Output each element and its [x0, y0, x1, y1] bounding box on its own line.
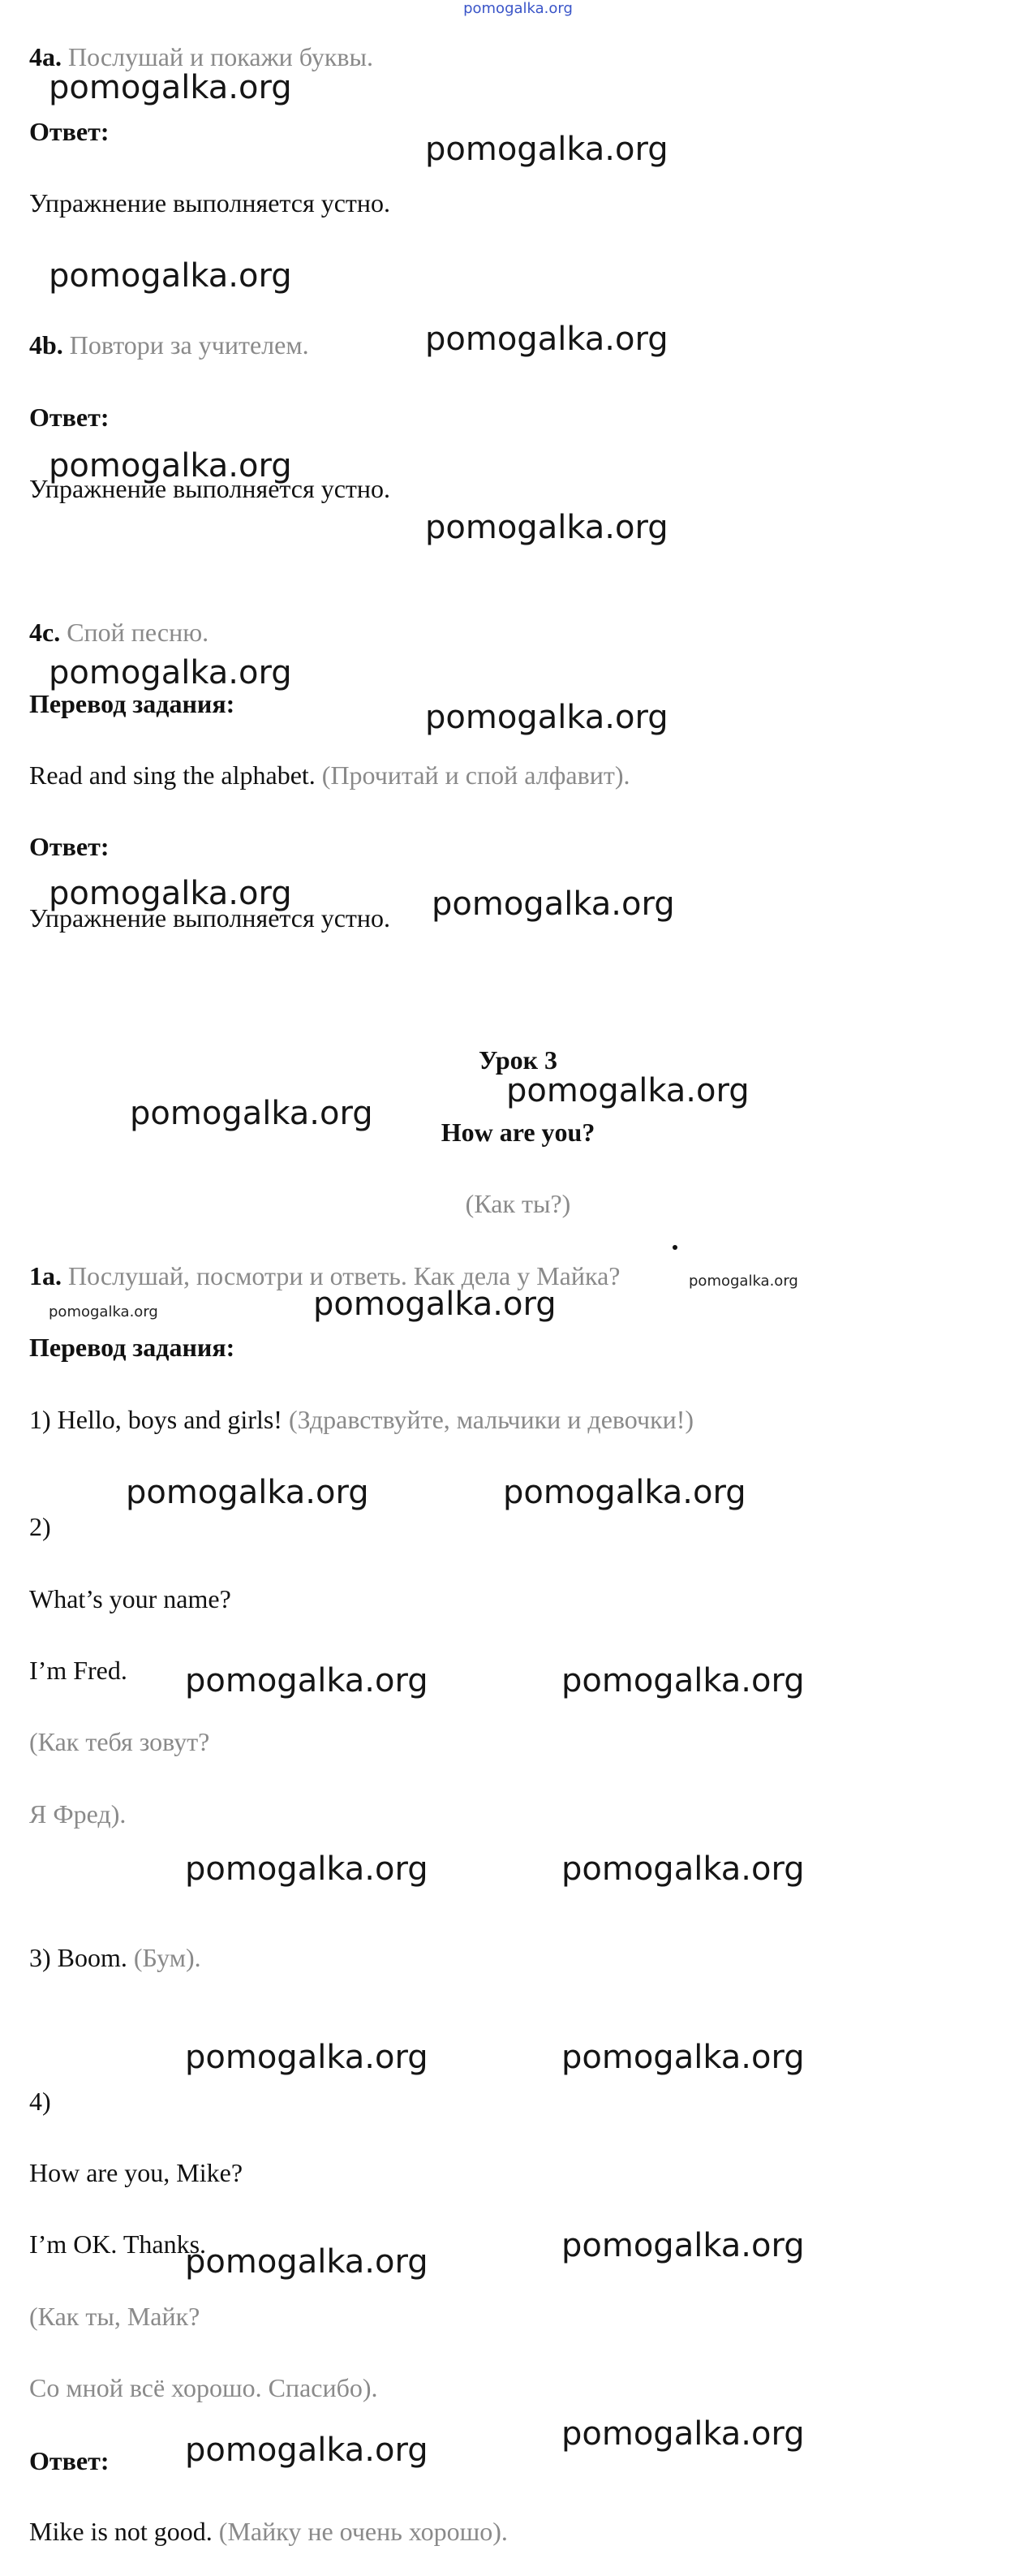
watermark: pomogalka.org: [185, 1850, 428, 1888]
item-2-ru-question: (Как тебя зовут?: [29, 1727, 210, 1756]
item-2-question: What’s your name?: [29, 1584, 231, 1613]
task-4c-number: 4c.: [29, 618, 61, 647]
watermark: pomogalka.org: [561, 2039, 805, 2076]
watermark: pomogalka.org: [126, 1474, 369, 1511]
watermark: pomogalka.org: [425, 699, 668, 736]
watermark: pomogalka.org: [425, 131, 668, 168]
task-4b-answer: Упражнение выполняется устно.: [29, 474, 390, 503]
task-4c-answer-label: Ответ:: [29, 832, 110, 861]
watermark: pomogalka.org: [49, 1303, 158, 1320]
answer-ru: (Майку не очень хорошо).: [218, 2517, 508, 2546]
watermark: pomogalka.org: [49, 257, 292, 295]
watermark: pomogalka.org: [506, 1072, 750, 1109]
item-2-ru-answer: Я Фред).: [29, 1799, 127, 1829]
task-1a-answer-label: Ответ:: [29, 2446, 110, 2475]
task-4c-answer: Упражнение выполняется устно.: [29, 903, 390, 933]
watermark: pomogalka.org: [425, 321, 668, 358]
task-4c-translation-label: Перевод задания:: [29, 689, 235, 718]
lesson-title: Урок 3: [478, 1045, 558, 1075]
watermark: pomogalka.org: [425, 509, 668, 546]
lesson-subtitle: How are you?: [441, 1118, 595, 1147]
task-4b-answer-label: Ответ:: [29, 403, 110, 432]
task-4c-heading: [29, 616, 208, 648]
dot-mark: [673, 1245, 677, 1250]
item-2-number: 2): [29, 1512, 51, 1541]
item-3-ru: (Бум).: [133, 1943, 201, 1972]
item-3-en: 3) Boom.: [29, 1943, 127, 1972]
task-4a-number: 4a.: [29, 42, 62, 71]
watermark: pomogalka.org: [432, 885, 675, 923]
task-4c-translation: [29, 759, 630, 791]
task-4a-answer-label: Ответ:: [29, 117, 110, 146]
watermark: pomogalka.org: [49, 654, 292, 691]
item-4-answer: I’m OK. Thanks.: [29, 2229, 207, 2259]
watermark: pomogalka.org: [185, 1662, 428, 1699]
watermark: pomogalka.org: [561, 2227, 805, 2264]
answer-en: Mike is not good.: [29, 2517, 213, 2546]
task-4b-heading: [29, 329, 309, 361]
watermark: pomogalka.org: [503, 1474, 746, 1511]
item-4-ru-question: (Как ты, Майк?: [29, 2302, 200, 2331]
task-4c-text: Спой песню.: [67, 618, 209, 647]
task-1a-text: Послушай, посмотри и ответь. Как дела у Майка?: [68, 1261, 621, 1290]
task-1a-item-1: [29, 1403, 694, 1436]
lesson-subtitle-translation: (Как ты?): [465, 1189, 571, 1218]
task-4c-translation-en: Read and sing the alphabet.: [29, 760, 316, 790]
watermark: pomogalka.org: [689, 1273, 798, 1290]
task-4a-answer: Упражнение выполняется устно.: [29, 188, 390, 218]
task-4c-translation-ru: (Прочитай и спой алфавит).: [321, 760, 630, 790]
watermark: pomogalka.org: [313, 1286, 557, 1323]
watermark: pomogalka.org: [561, 1850, 805, 1888]
task-4a-text: Послушай и покажи буквы.: [68, 42, 374, 71]
task-1a-item-3: [29, 1941, 201, 1974]
item-4-number: 4): [29, 2087, 51, 2116]
watermark: pomogalka.org: [130, 1095, 373, 1132]
item-2-answer: I’m Fred.: [29, 1656, 127, 1685]
watermark: pomogalka.org: [49, 875, 292, 912]
watermark: pomogalka.org: [185, 2039, 428, 2076]
task-1a-answer: [29, 2515, 508, 2548]
task-4b-text: Повтори за учителем.: [69, 330, 309, 360]
watermark: pomogalka.org: [561, 1662, 805, 1699]
item-4-ru-answer: Со мной всё хорошо. Спасибо).: [29, 2373, 378, 2402]
header-watermark: pomogalka.org: [463, 0, 573, 17]
item-1-ru: (Здравствуйте, мальчики и девочки!): [288, 1405, 694, 1434]
task-1a-number: 1a.: [29, 1261, 62, 1290]
watermark: pomogalka.org: [185, 2243, 428, 2281]
watermark: pomogalka.org: [561, 2415, 805, 2453]
watermark: pomogalka.org: [185, 2432, 428, 2469]
item-1-en: 1) Hello, boys and girls!: [29, 1405, 282, 1434]
item-4-question: How are you, Mike?: [29, 2158, 243, 2187]
task-1a-translation-label: Перевод задания:: [29, 1333, 235, 1362]
watermark: pomogalka.org: [49, 447, 292, 485]
watermark: pomogalka.org: [49, 69, 292, 106]
task-4b-number: 4b.: [29, 330, 63, 360]
